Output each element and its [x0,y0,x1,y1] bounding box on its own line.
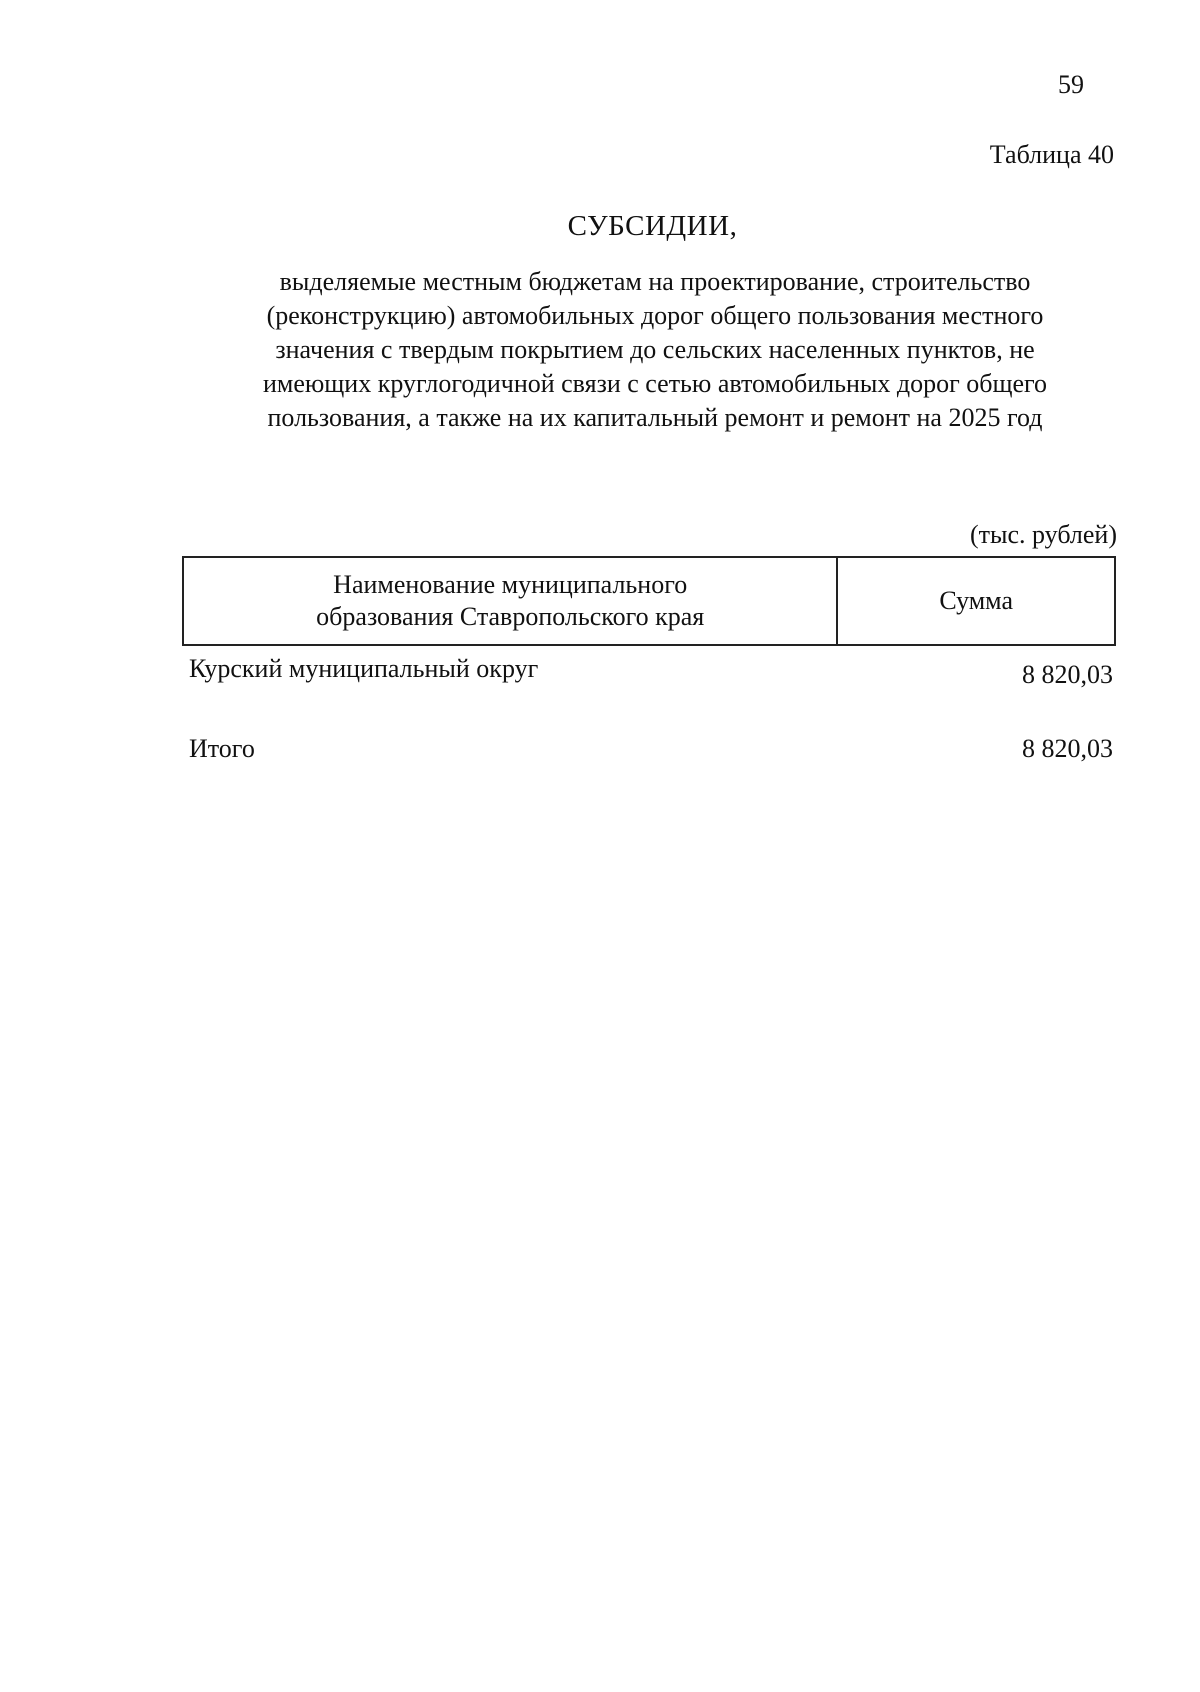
subtitle-line: пользования, а также на их капитальный ремонт и ремонт на 2025 год [267,403,1043,432]
document-subtitle [200,265,1110,435]
header-municipality-line1: Наименование муниципального [333,570,688,599]
total-row [183,726,1115,764]
document-title: СУБСИДИИ, [567,210,738,242]
subtitle-line: имеющих круглогодичной связи с сетью автомобильных дорог общего [262,369,1048,398]
municipality-sum: 8 820,03 [1022,660,1113,689]
subsidies-table [182,556,1116,764]
subtitle-line: (реконструкцию) автомобильных дорог общего пользования местного [266,301,1044,330]
units-label: (тыс. рублей) [969,520,1117,549]
header-sum: Сумма [837,557,1115,645]
page-number: 59 [1058,70,1084,99]
table-header-row [183,557,1115,645]
table-row [183,645,1115,726]
header-municipality-line2: образования Ставропольского края [316,602,705,631]
subtitle-line: значения с твердым покрытием до сельских населенных пунктов, не [275,335,1035,364]
table-caption: Таблица 40 [989,140,1114,169]
total-sum: 8 820,03 [1022,734,1113,763]
municipality-name: Курский муниципальный округ [189,654,539,683]
header-municipality [183,557,837,645]
total-label: Итого [189,734,255,763]
subtitle-line: выделяемые местным бюджетам на проектирование, строительство [279,267,1031,296]
